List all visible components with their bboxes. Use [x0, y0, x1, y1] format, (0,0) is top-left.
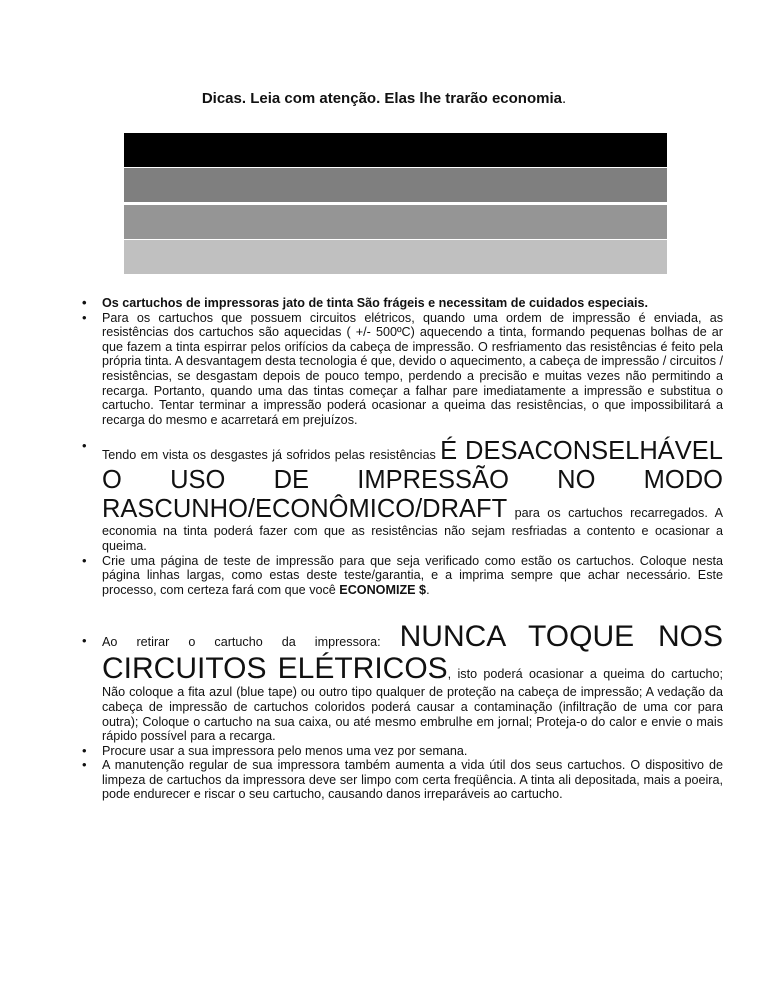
title-dot: .	[561, 90, 567, 107]
tip-fragile-text: Os cartuchos de impressoras jato de tinta São frágeis e necessitam de cuidados especiais.	[102, 296, 648, 310]
tip-test-page-end: .	[426, 582, 430, 597]
tip-remove-rest: , isto poderá ocasionar a queima do cartucho; Não coloque a fita azul (blue tape) ou outro tipo qualquer de proteção na cabeça de impressão; A vedação da cabeça de impressão de cartuchos coloridos poderá causar a contaminação (infiltração de uma cor para outra); Coloque o cartucho na sua caixa, ou até mesmo embrulhe em jornal; Proteja-o do calor e envie o mais rápido possível para a recarga.	[102, 667, 723, 744]
tip-test-page	[82, 554, 723, 598]
title-text: Dicas. Leia com atenção. Elas lhe trarão economia	[201, 90, 562, 107]
tip-circuits-text: Para os cartuchos que possuem circuitos elétricos, quando uma ordem de impressão é enviada, as resistências dos cartuchos são aquecidas ( +/- 500ºC) aquecendo a tinta, formando pequenas bolhas de ar que fazem a tinta espirrar pelos orifícios da cabeça de impressão. O resfriamento das resistências é feito pela própria tinta. A desvantagem desta tecnologia é que, devido o aquecimento, a cabeça de impressão / circuitos / resistências, se desgastam depois de pouco tempo, perdendo a precisão e muitas vezes não permitindo a recarga. Portanto, quando uma das tintas começar a falhar pare imediatamente a impressão e substitua o cartucho. Tentar terminar a impressão poderá ocasionar a queima das resistências, o que impossibilitará a recarga do mesmo e acarretará em prejuízos.	[102, 310, 723, 427]
test-bar-black	[124, 133, 667, 167]
tip-draft-warning: É DESACONSELHÁVEL O USO DE IMPRESSÃO NO MODO RASCUNHO/ECONÔMICO/DRAFT	[102, 437, 723, 524]
tip-draft-mode	[82, 437, 723, 553]
tip-remove-cartridge	[82, 621, 723, 743]
test-bars	[124, 133, 667, 274]
test-bar-mid-gray	[124, 202, 667, 239]
tip-remove-intro: Ao retirar o cartucho da impressora:	[102, 635, 400, 650]
tips-list	[82, 296, 723, 802]
tip-fragile	[82, 296, 723, 311]
tip-circuits	[82, 311, 723, 428]
test-bar-light-gray	[124, 239, 667, 274]
tip-draft-rest: para os cartuchos recarregados. A economia na tinta poderá fazer com que as resistências não sejam resfriadas a contento e ocasionar a queima.	[102, 506, 723, 553]
page-title	[0, 90, 768, 107]
test-bar-dark-gray	[124, 167, 667, 202]
tip-test-page-text: Crie uma página de teste de impressão para que seja verificado como estão os cartuchos. Coloque nesta página linhas largas, como estas deste teste/garantia, e a imprima sempre que achar necessário. Este processo, com certeza fará com que você	[102, 553, 723, 597]
tip-weekly-use	[82, 744, 723, 759]
tip-weekly-use-text: Procure usar a sua impressora pelo menos uma vez por semana.	[102, 743, 468, 758]
tip-maintenance-text: A manutenção regular de sua impressora também aumenta a vida útil dos seus cartuchos. O dispositivo de limpeza de cartuchos da impressora deve ser limpo com certa freqüência. A tinta ali depositada, mais a poeira, pode endurecer e riscar o seu cartucho, causando danos irreparáveis ao cartucho.	[102, 758, 723, 802]
tip-maintenance	[82, 758, 723, 802]
tip-economize: ECONOMIZE $	[339, 582, 427, 597]
tip-draft-intro: Tendo em vista os desgastes já sofridos pelas resistências	[102, 448, 441, 463]
tip-remove-warning: NUNCA TOQUE NOS CIRCUITOS ELÉTRICOS	[102, 620, 724, 686]
